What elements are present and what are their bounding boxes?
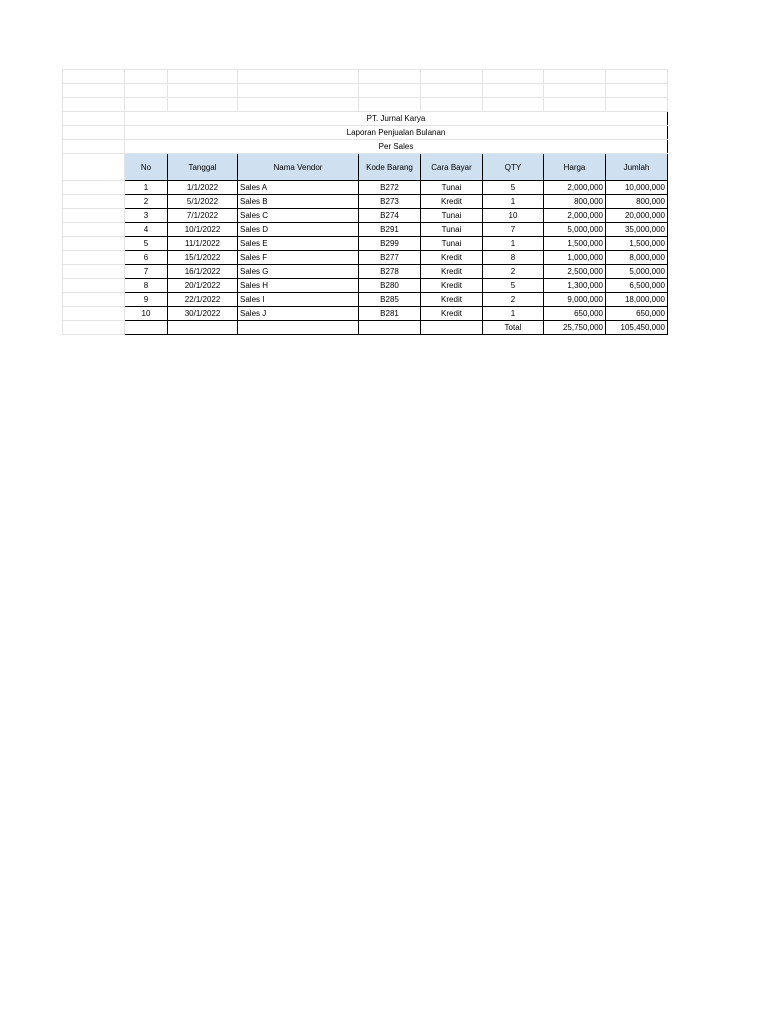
cell-qty[interactable]: 2	[483, 265, 544, 279]
cell-tanggal[interactable]: 22/1/2022	[168, 293, 238, 307]
cell-kode-barang[interactable]: B277	[359, 251, 421, 265]
table-row	[63, 251, 668, 265]
cell-jumlah[interactable]: 8,000,000	[606, 251, 668, 265]
cell-kode-barang[interactable]: B274	[359, 209, 421, 223]
cell-no[interactable]: 2	[125, 195, 168, 209]
cell-tanggal[interactable]: 30/1/2022	[168, 307, 238, 321]
cell-nama-vendor[interactable]: Sales H	[238, 279, 359, 293]
header-cara-bayar[interactable]: Cara Bayar	[421, 154, 483, 181]
report-title[interactable]: Laporan Penjualan Bulanan	[125, 126, 668, 140]
cell-harga[interactable]: 800,000	[544, 195, 606, 209]
cell-no[interactable]: 4	[125, 223, 168, 237]
cell-empty[interactable]	[168, 321, 238, 335]
header-jumlah[interactable]: Jumlah	[606, 154, 668, 181]
cell-nama-vendor[interactable]: Sales F	[238, 251, 359, 265]
empty-row	[63, 98, 668, 112]
cell-cara-bayar[interactable]: Kredit	[421, 251, 483, 265]
cell-tanggal[interactable]: 7/1/2022	[168, 209, 238, 223]
cell-jumlah[interactable]: 35,000,000	[606, 223, 668, 237]
cell-no[interactable]: 3	[125, 209, 168, 223]
cell-kode-barang[interactable]: B273	[359, 195, 421, 209]
cell-empty[interactable]	[238, 321, 359, 335]
cell-harga[interactable]: 2,000,000	[544, 209, 606, 223]
total-harga[interactable]: 25,750,000	[544, 321, 606, 335]
cell-qty[interactable]: 1	[483, 195, 544, 209]
cell-kode-barang[interactable]: B291	[359, 223, 421, 237]
header-no[interactable]: No	[125, 154, 168, 181]
empty-row	[63, 70, 668, 84]
header-tanggal[interactable]: Tanggal	[168, 154, 238, 181]
cell-cara-bayar[interactable]: Kredit	[421, 265, 483, 279]
total-row	[63, 321, 668, 335]
cell-tanggal[interactable]: 11/1/2022	[168, 237, 238, 251]
cell-qty[interactable]: 7	[483, 223, 544, 237]
total-jumlah[interactable]: 105,450,000	[606, 321, 668, 335]
cell-nama-vendor[interactable]: Sales E	[238, 237, 359, 251]
cell-jumlah[interactable]: 20,000,000	[606, 209, 668, 223]
cell-tanggal[interactable]: 16/1/2022	[168, 265, 238, 279]
cell-no[interactable]: 5	[125, 237, 168, 251]
company-name[interactable]: PT. Jurnal Karya	[125, 112, 668, 126]
cell-kode-barang[interactable]: B281	[359, 307, 421, 321]
title-row	[63, 126, 668, 140]
cell-nama-vendor[interactable]: Sales G	[238, 265, 359, 279]
spreadsheet-grid	[62, 69, 668, 335]
cell-tanggal[interactable]: 10/1/2022	[168, 223, 238, 237]
table-row	[63, 265, 668, 279]
cell-kode-barang[interactable]: B280	[359, 279, 421, 293]
cell-no[interactable]: 9	[125, 293, 168, 307]
cell-no[interactable]: 10	[125, 307, 168, 321]
cell-empty[interactable]	[421, 321, 483, 335]
cell-jumlah[interactable]: 10,000,000	[606, 181, 668, 195]
table-row	[63, 293, 668, 307]
cell-nama-vendor[interactable]: Sales C	[238, 209, 359, 223]
cell-harga[interactable]: 650,000	[544, 307, 606, 321]
cell-harga[interactable]: 2,000,000	[544, 181, 606, 195]
cell-qty[interactable]: 1	[483, 307, 544, 321]
cell-cara-bayar[interactable]: Kredit	[421, 307, 483, 321]
cell-cara-bayar[interactable]: Tunai	[421, 237, 483, 251]
cell-cara-bayar[interactable]: Tunai	[421, 223, 483, 237]
cell-cara-bayar[interactable]: Tunai	[421, 181, 483, 195]
empty-row	[63, 84, 668, 98]
cell-empty[interactable]	[125, 321, 168, 335]
cell-qty[interactable]: 2	[483, 293, 544, 307]
cell-jumlah[interactable]: 800,000	[606, 195, 668, 209]
header-qty[interactable]: QTY	[483, 154, 544, 181]
cell-kode-barang[interactable]: B278	[359, 265, 421, 279]
cell-cara-bayar[interactable]: Kredit	[421, 279, 483, 293]
cell-qty[interactable]: 10	[483, 209, 544, 223]
table-row	[63, 209, 668, 223]
cell-tanggal[interactable]: 1/1/2022	[168, 181, 238, 195]
cell-tanggal[interactable]: 15/1/2022	[168, 251, 238, 265]
cell-tanggal[interactable]: 5/1/2022	[168, 195, 238, 209]
cell-cara-bayar[interactable]: Tunai	[421, 209, 483, 223]
table-row	[63, 307, 668, 321]
cell-harga[interactable]: 2,500,000	[544, 265, 606, 279]
cell-no[interactable]: 1	[125, 181, 168, 195]
cell-cara-bayar[interactable]: Kredit	[421, 195, 483, 209]
cell-harga[interactable]: 5,000,000	[544, 223, 606, 237]
cell-qty[interactable]: 5	[483, 181, 544, 195]
cell-no[interactable]: 7	[125, 265, 168, 279]
table-row	[63, 195, 668, 209]
total-label[interactable]: Total	[483, 321, 544, 335]
cell-nama-vendor[interactable]: Sales A	[238, 181, 359, 195]
table-header-row	[63, 154, 668, 181]
cell-nama-vendor[interactable]: Sales I	[238, 293, 359, 307]
cell-nama-vendor[interactable]: Sales B	[238, 195, 359, 209]
cell-tanggal[interactable]: 20/1/2022	[168, 279, 238, 293]
cell-jumlah[interactable]: 6,500,000	[606, 279, 668, 293]
header-harga[interactable]: Harga	[544, 154, 606, 181]
cell-jumlah[interactable]: 650,000	[606, 307, 668, 321]
cell-no[interactable]: 8	[125, 279, 168, 293]
table-row	[63, 237, 668, 251]
header-nama-vendor[interactable]: Nama Vendor	[238, 154, 359, 181]
cell-kode-barang[interactable]: B285	[359, 293, 421, 307]
table-row	[63, 279, 668, 293]
table-row	[63, 181, 668, 195]
cell-jumlah[interactable]: 1,500,000	[606, 237, 668, 251]
cell-jumlah[interactable]: 5,000,000	[606, 265, 668, 279]
cell-jumlah[interactable]: 18,000,000	[606, 293, 668, 307]
cell-harga[interactable]: 1,000,000	[544, 251, 606, 265]
cell-cara-bayar[interactable]: Kredit	[421, 293, 483, 307]
cell-no[interactable]: 6	[125, 251, 168, 265]
report-subtitle[interactable]: Per Sales	[125, 140, 668, 154]
cell-empty[interactable]	[359, 321, 421, 335]
cell-qty[interactable]: 1	[483, 237, 544, 251]
cell-kode-barang[interactable]: B272	[359, 181, 421, 195]
table-row	[63, 223, 668, 237]
cell-harga[interactable]: 9,000,000	[544, 293, 606, 307]
cell-nama-vendor[interactable]: Sales D	[238, 223, 359, 237]
cell-qty[interactable]: 5	[483, 279, 544, 293]
cell-nama-vendor[interactable]: Sales J	[238, 307, 359, 321]
cell-harga[interactable]: 1,300,000	[544, 279, 606, 293]
cell-harga[interactable]: 1,500,000	[544, 237, 606, 251]
header-kode-barang[interactable]: Kode Barang	[359, 154, 421, 181]
title-row	[63, 112, 668, 126]
cell-kode-barang[interactable]: B299	[359, 237, 421, 251]
cell-qty[interactable]: 8	[483, 251, 544, 265]
title-row	[63, 140, 668, 154]
